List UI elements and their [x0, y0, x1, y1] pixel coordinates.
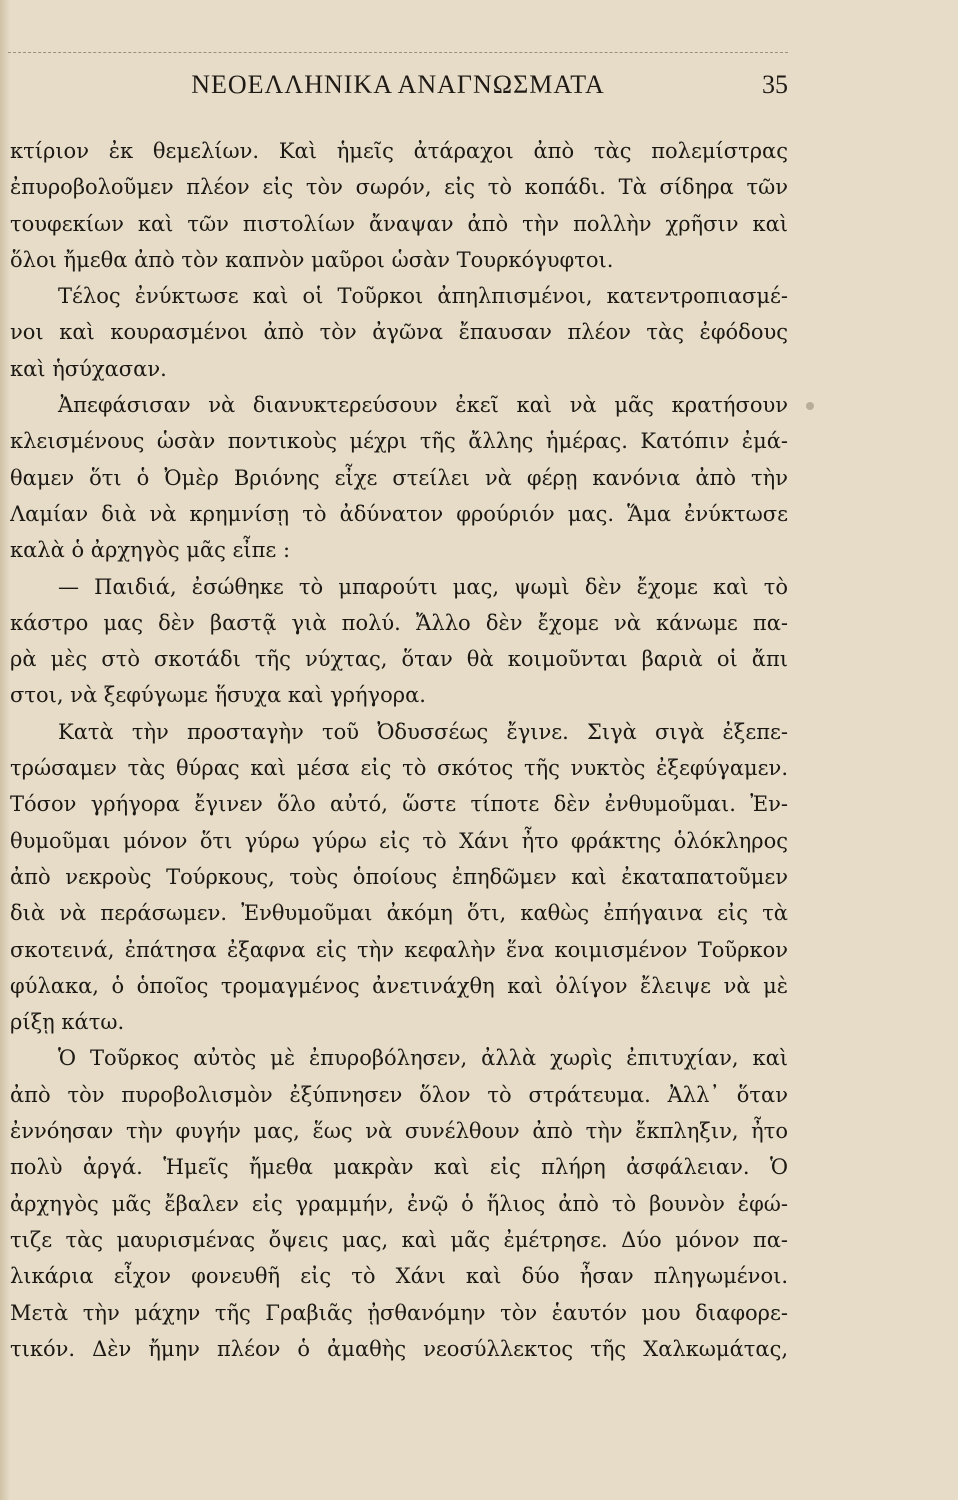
text-line: τικόν. Δὲν ἤμην πλέον ὁ ἀμαθὴς νεοσύλλεκτος τῆς Χαλκωμάτας,: [10, 1336, 788, 1361]
text-line: τουφεκίων καὶ τῶν πιστολίων ἄναψαν ἀπὸ τὴν πολλὴν χρῆσιν καὶ: [10, 211, 788, 236]
text-line: Λαμίαν διὰ νὰ κρημνίσῃ τὸ ἀδύνατον φρούριόν μας. Ἅμα ἐνύκτωσε: [10, 501, 788, 526]
text-line: ἐννόησαν τὴν φυγήν μας, ἕως νὰ συνέλθουν ἀπὸ τὴν ἔκπληξιν, ἦτο: [10, 1119, 788, 1144]
text-line: φύλακα, ὁ ὁποῖος τρομαγμένος ἀνετινάχθη καὶ ὀλίγον ἔλειψε νὰ μὲ: [10, 973, 788, 998]
text-line: στοι, νὰ ξεφύγωμε ἥσυχα καὶ γρήγορα.: [10, 683, 426, 708]
text-line: ἀρχηγὸς μᾶς ἔβαλεν εἰς γραμμήν, ἐνῷ ὁ ἥλιος ἀπὸ τὸ βουνὸν ἐφώ-: [10, 1191, 788, 1216]
text-line: λικάρια εἶχον φονευθῆ εἰς τὸ Χάνι καὶ δύο ἦσαν πληγωμένοι.: [10, 1264, 788, 1289]
text-line: — Παιδιά, ἐσώθηκε τὸ μπαρούτι μας, ψωμὶ δὲν ἔχομε καὶ τὸ: [58, 574, 788, 599]
text-line: κλεισμένους ὡσὰν ποντικοὺς μέχρι τῆς ἄλλης ἡμέρας. Κατόπιν ἐμά-: [10, 429, 788, 454]
text-body: [10, 133, 788, 1367]
text-line: Ἀπεφάσισαν νὰ διανυκτερεύσουν ἐκεῖ καὶ νὰ μᾶς κρατήσουν: [58, 393, 788, 418]
text-line: σκοτεινά, ἐπάτησα ἐξαφνα εἰς τὴν κεφαλὴν ἕνα κοιμισμένον Τοῦρκον: [10, 937, 788, 962]
text-line: Ὁ Τοῦρκος αὐτὸς μὲ ἐπυροβόλησεν, ἀλλὰ χωρὶς ἐπιτυχίαν, καὶ: [58, 1046, 788, 1071]
text-line: Τόσον γρήγορα ἔγινεν ὅλο αὐτό, ὥστε τίποτε δὲν ἐνθυμοῦμαι. Ἐν-: [10, 792, 788, 817]
text-line: θαμεν ὅτι ὁ Ὀμὲρ Βριόνης εἶχε στείλει νὰ φέρῃ κανόνια ἀπὸ τὴν: [10, 465, 788, 490]
text-line: ἀπὸ νεκροὺς Τούρκους, τοὺς ὁποίους ἐπηδῶμεν καὶ ἐκαταπατοῦμεν: [10, 864, 788, 889]
text-line: πολὺ ἀργά. Ἡμεῖς ἤμεθα μακρὰν καὶ εἰς πλήρη ἀσφάλειαν. Ὁ: [10, 1155, 788, 1180]
top-rule: [8, 52, 788, 53]
paper-speck: [806, 402, 814, 410]
text-line: τρώσαμεν τὰς θύρας καὶ μέσα εἰς τὸ σκότος τῆς νυκτὸς ἐξεφύγαμεν.: [10, 756, 788, 781]
text-line: Κατὰ τὴν προσταγὴν τοῦ Ὀδυσσέως ἔγινε. Σιγὰ σιγὰ ἐξεπε-: [58, 719, 788, 744]
text-line: διὰ νὰ περάσωμεν. Ἐνθυμοῦμαι ἀκόμη ὅτι, καθὼς ἐπήγαινα εἰς τὰ: [10, 901, 788, 926]
text-line: ἀπὸ τὸν πυροβολισμὸν ἐξύπνησεν ὅλον τὸ στράτευμα. Ἀλλ᾿ ὅταν: [10, 1082, 788, 1107]
text-line: κάστρο μας δὲν βαστᾷ γιὰ πολύ. Ἄλλο δὲν ἔχομε νὰ κάνωμε πα-: [10, 610, 788, 635]
text-line: κτίριον ἐκ θεμελίων. Καὶ ἡμεῖς ἀτάραχοι ἀπὸ τὰς πολεμίστρας: [10, 139, 788, 163]
text-line: θυμοῦμαι μόνον ὅτι γύρω γύρω εἰς τὸ Χάνι ἦτο φράκτης ὁλόκληρος: [10, 828, 788, 853]
text-line: Τέλος ἐνύκτωσε καὶ οἱ Τοῦρκοι ἀπηλπισμένοι, κατεντροπιασμέ-: [58, 284, 788, 309]
running-title: ΝΕΟΕΛΛΗΝΙΚΑ ΑΝΑΓΝΩΣΜΑΤΑ: [191, 70, 605, 99]
running-header: [8, 70, 788, 110]
text-line: Μετὰ τὴν μάχην τῆς Γραβιᾶς ᾐσθανόμην τὸν ἑαυτόν μου διαφορε-: [10, 1300, 788, 1325]
text-line: ἐπυροβολοῦμεν πλέον εἰς τὸν σωρόν, εἰς τὸ κοπάδι. Τὰ σίδηρα τῶν: [10, 175, 788, 200]
page-gutter: [0, 0, 10, 1500]
text-line: καλὰ ὁ ἀρχηγὸς μᾶς εἶπε :: [10, 538, 291, 563]
text-line: νοι καὶ κουρασμένοι ἀπὸ τὸν ἀγῶνα ἔπαυσαν πλέον τὰς ἐφόδους: [10, 320, 788, 345]
page-number: 35: [762, 70, 788, 99]
text-line: ρὰ μὲς στὸ σκοτάδι τῆς νύχτας, ὅταν θὰ κοιμοῦνται βαριὰ οἱ ἄπι: [10, 647, 788, 672]
text-line: ὅλοι ἤμεθα ἀπὸ τὸν καπνὸν μαῦροι ὡσὰν Τουρκόγυφτοι.: [10, 247, 614, 272]
text-line: καὶ ἡσύχασαν.: [10, 356, 167, 381]
text-line: τιζε τὰς μαυρισμένας ὄψεις μας, καὶ μᾶς ἐμέτρησε. Δύο μόνον πα-: [10, 1227, 788, 1252]
text-line: ρίξῃ κάτω.: [10, 1010, 125, 1035]
